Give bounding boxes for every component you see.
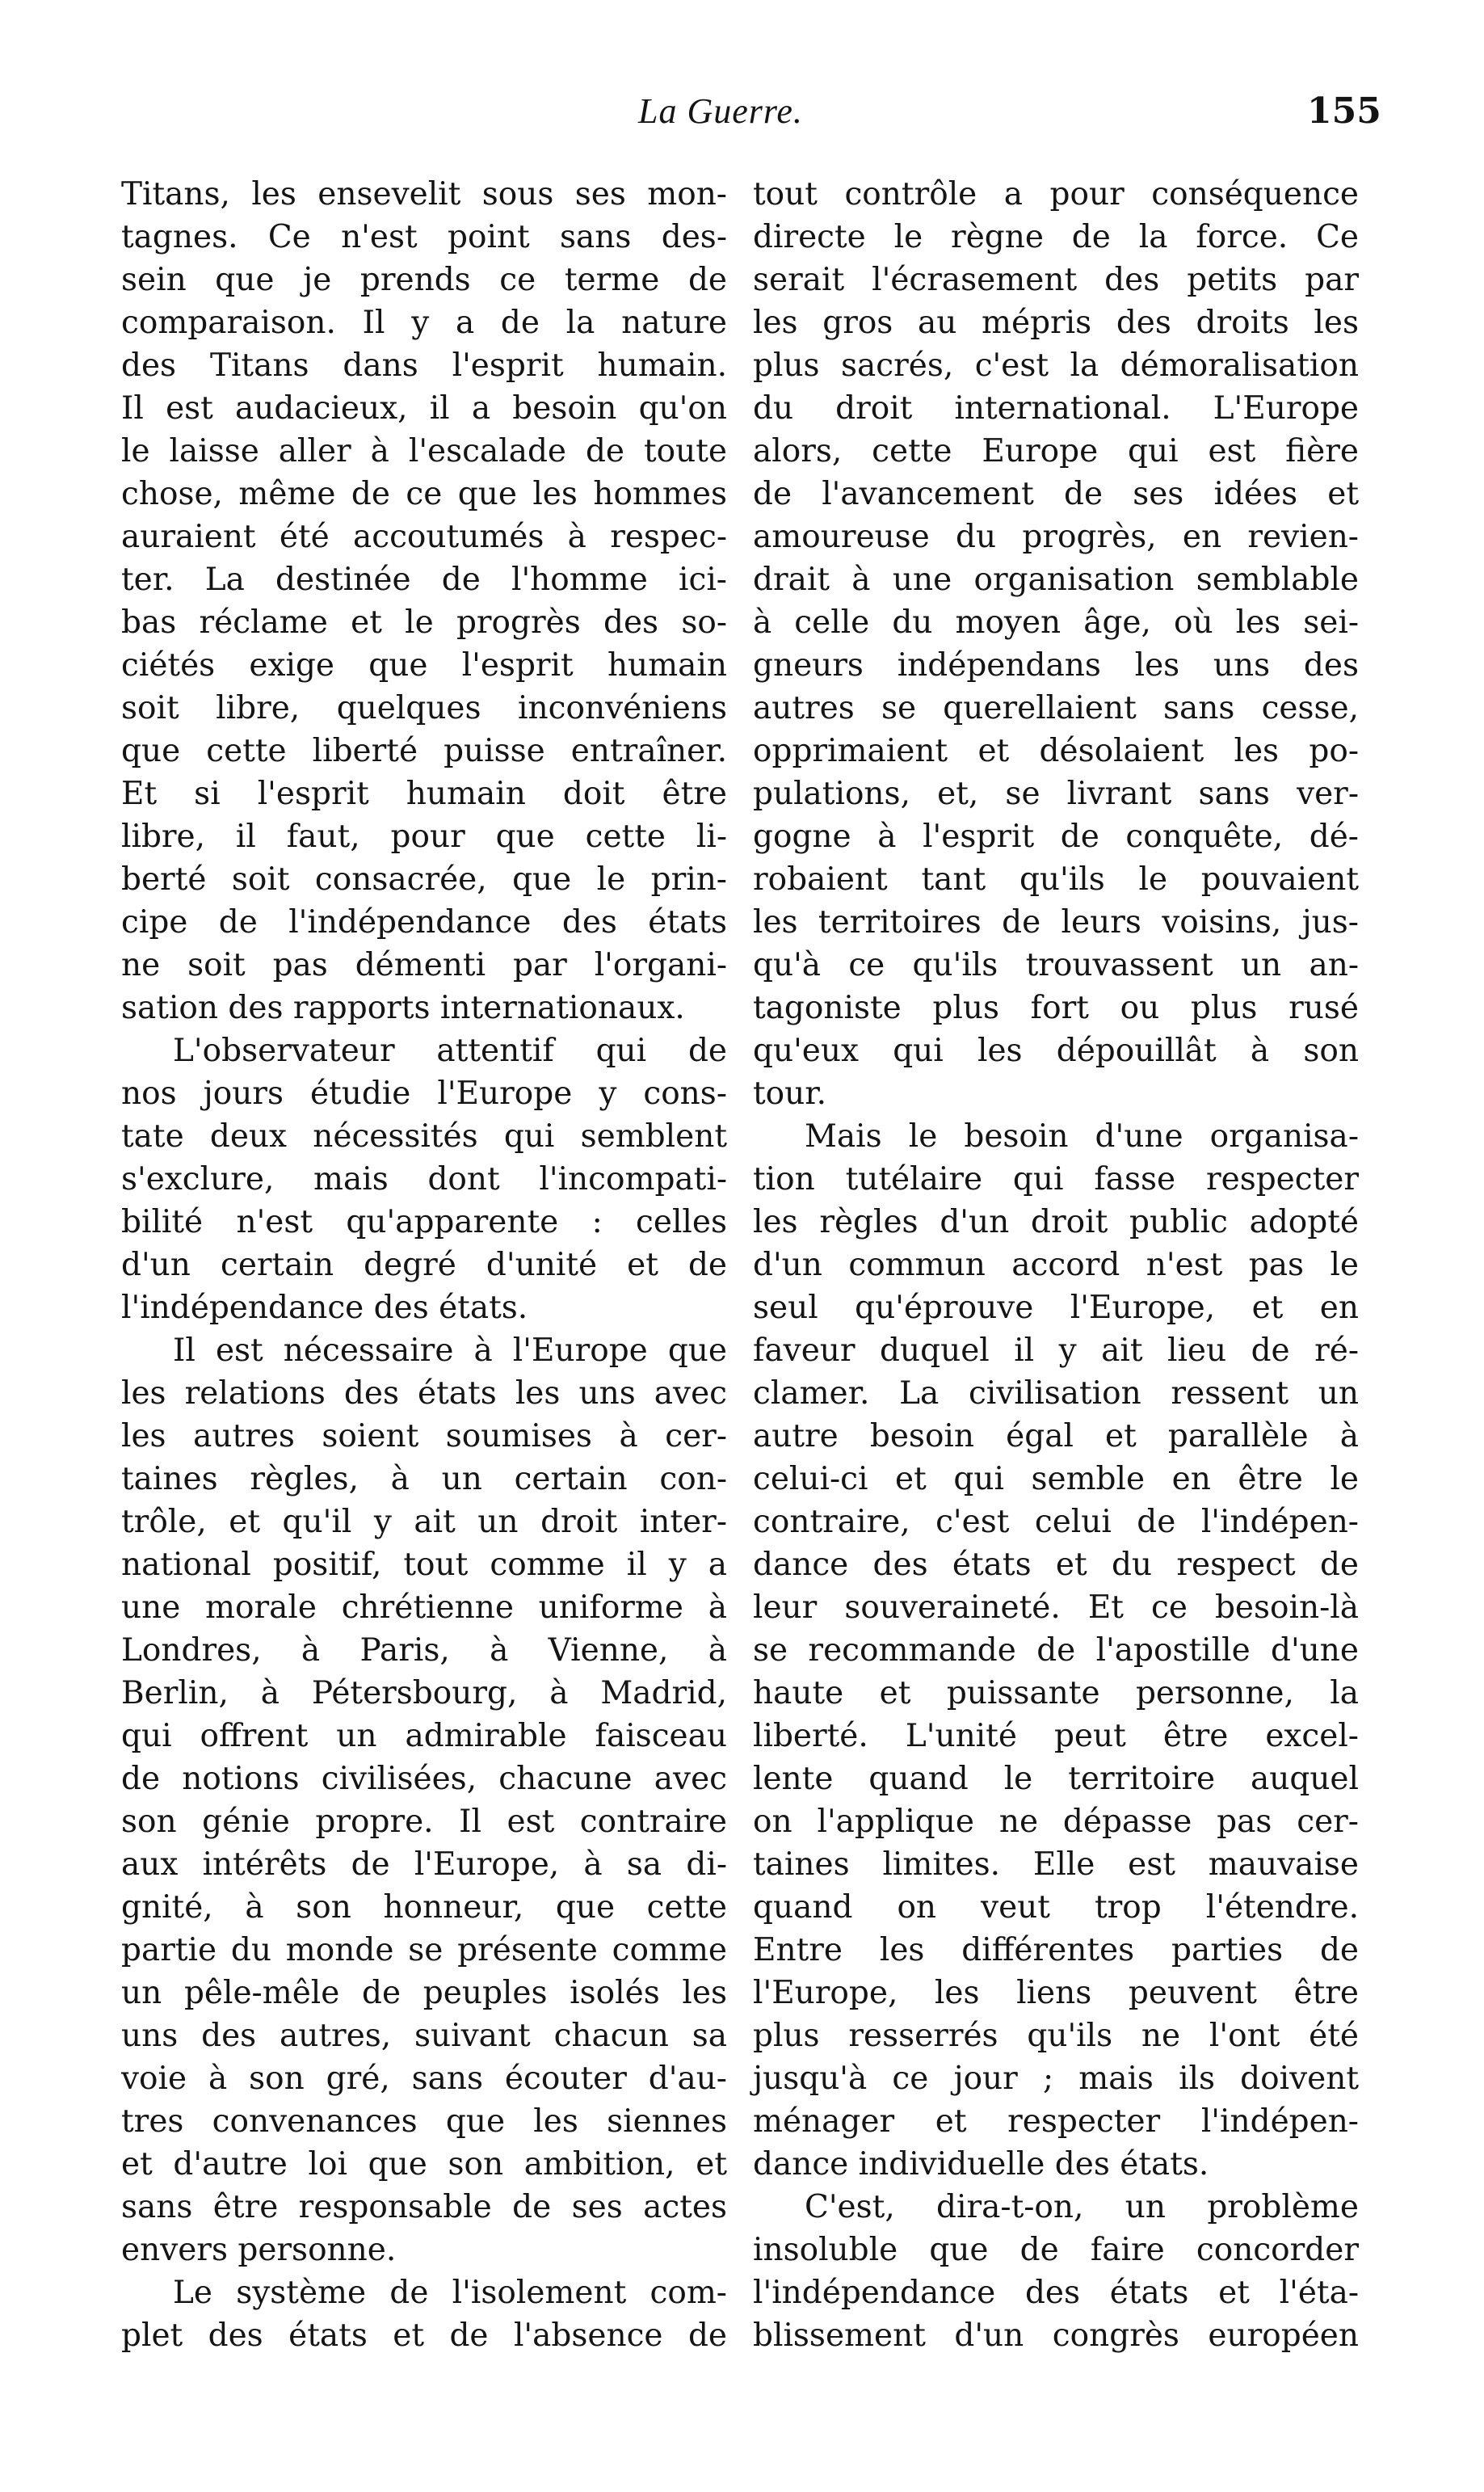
text-line: sein que je prends ce terme de <box>121 262 727 298</box>
text-line: des Titans dans l'esprit humain. <box>121 347 727 384</box>
text-line: Il est nécessaire à l'Europe que <box>173 1332 727 1369</box>
text-line: Mais le besoin d'une organisa- <box>805 1118 1359 1155</box>
text-line: autres se querellaient sans cesse, <box>753 690 1359 726</box>
text-line: contraire, c'est celui de l'indépen- <box>753 1504 1359 1540</box>
page-number: 155 <box>1307 91 1381 132</box>
text-line: Londres, à Paris, à Vienne, à <box>121 1632 727 1669</box>
text-line: l'Europe, les liens peuvent être <box>753 1975 1359 2011</box>
text-line: tate deux nécessités qui semblent <box>121 1118 727 1155</box>
left-text-column <box>121 173 727 2357</box>
text-line: plet des états et de l'absence de <box>121 2317 727 2354</box>
text-line: l'indépendance des états. <box>121 1290 528 1326</box>
text-line: sation des rapports internationaux. <box>121 990 685 1026</box>
text-line: quand on veut trop l'étendre. <box>753 1889 1359 1926</box>
text-line: tour. <box>753 1076 827 1112</box>
text-line: son génie propre. Il est contraire <box>121 1804 727 1840</box>
text-line: et d'autre loi que son ambition, et <box>121 2146 727 2183</box>
text-line: à celle du moyen âge, où les sei- <box>753 604 1359 641</box>
text-line: taines limites. Elle est mauvaise <box>753 1846 1359 1883</box>
text-line: se recommande de l'apostille d'une <box>753 1632 1359 1669</box>
text-line: gogne à l'esprit de conquête, dé- <box>753 819 1359 855</box>
text-line: seul qu'éprouve l'Europe, et en <box>753 1290 1359 1326</box>
text-line: liberté. L'unité peut être excel- <box>753 1718 1359 1754</box>
text-line: Et si l'esprit humain doit être <box>121 776 727 812</box>
text-line: berté soit consacrée, que le prin- <box>121 861 727 898</box>
text-line: sans être responsable de ses actes <box>121 2189 727 2225</box>
text-line: haute et puissante personne, la <box>753 1675 1359 1711</box>
text-line: qui offrent un admirable faisceau <box>121 1718 727 1754</box>
text-line: tagoniste plus fort ou plus rusé <box>753 990 1359 1026</box>
text-line: Le système de l'isolement com- <box>173 2275 727 2311</box>
text-line: jusqu'à ce jour ; mais ils doivent <box>753 2061 1359 2097</box>
text-line: clamer. La civilisation ressent un <box>753 1375 1359 1412</box>
text-line: Il est audacieux, il a besoin qu'on <box>121 390 727 427</box>
text-line: tout contrôle a pour conséquence <box>753 176 1359 213</box>
text-line: gnité, à son honneur, que cette <box>121 1889 727 1926</box>
text-line: insoluble que de faire concorder <box>753 2232 1359 2268</box>
text-line: C'est, dira-t-on, un problème <box>805 2189 1359 2225</box>
text-line: nos jours étudie l'Europe y cons- <box>121 1076 727 1112</box>
text-line: le laisse aller à l'escalade de toute <box>121 433 727 469</box>
text-line: qu'eux qui les dépouillât à son <box>753 1033 1359 1069</box>
text-line: autre besoin égal et parallèle à <box>753 1418 1359 1454</box>
text-line: bilité n'est qu'apparente : celles <box>121 1204 727 1240</box>
text-line: drait à une organisation semblable <box>753 562 1359 598</box>
text-line: une morale chrétienne uniforme à <box>121 1589 727 1626</box>
text-line: s'exclure, mais dont l'incompati- <box>121 1161 727 1198</box>
text-line: on l'applique ne dépasse pas cer- <box>753 1804 1359 1840</box>
text-line: ter. La destinée de l'homme ici- <box>121 562 727 598</box>
text-line: celui-ci et qui semble en être le <box>753 1461 1359 1497</box>
text-line: faveur duquel il y ait lieu de ré- <box>753 1332 1359 1369</box>
text-line: L'observateur attentif qui de <box>173 1033 727 1069</box>
text-line: amoureuse du progrès, en revien- <box>753 519 1359 555</box>
text-line: taines règles, à un certain con- <box>121 1461 727 1497</box>
text-line: blissement d'un congrès européen <box>753 2317 1359 2354</box>
text-line: chose, même de ce que les hommes <box>121 476 727 512</box>
text-line: un pêle-mêle de peuples isolés les <box>121 1975 727 2011</box>
text-line: gneurs indépendans les uns des <box>753 647 1359 684</box>
text-line: ne soit pas démenti par l'organi- <box>121 947 727 983</box>
text-line: tagnes. Ce n'est point sans des- <box>121 219 727 255</box>
text-line: Entre les différentes parties de <box>753 1932 1359 1968</box>
text-line: ciétés exige que l'esprit humain <box>121 647 727 684</box>
text-line: plus sacrés, c'est la démoralisation <box>753 347 1359 384</box>
text-line: les territoires de leurs voisins, jus- <box>753 904 1359 941</box>
text-line: Berlin, à Pétersbourg, à Madrid, <box>121 1675 727 1711</box>
text-line: dance individuelle des états. <box>753 2146 1209 2183</box>
text-line: l'indépendance des états et l'éta- <box>753 2275 1359 2311</box>
text-line: libre, il faut, pour que cette li- <box>121 819 727 855</box>
text-line: opprimaient et désolaient les po- <box>753 733 1359 769</box>
text-line: les règles d'un droit public adopté <box>753 1204 1359 1240</box>
text-line: de notions civilisées, chacune avec <box>121 1761 727 1797</box>
text-line: bas réclame et le progrès des so- <box>121 604 727 641</box>
text-line: cipe de l'indépendance des états <box>121 904 727 941</box>
text-line: plus resserrés qu'ils ne l'ont été <box>753 2018 1359 2054</box>
text-line: directe le règne de la force. Ce <box>753 219 1359 255</box>
text-line: qu'à ce qu'ils trouvassent un an- <box>753 947 1359 983</box>
text-line: robaient tant qu'ils le pouvaient <box>753 861 1359 898</box>
text-line: soit libre, quelques inconvéniens <box>121 690 727 726</box>
text-line: voie à son gré, sans écouter d'au- <box>121 2061 727 2097</box>
text-line: tion tutélaire qui fasse respecter <box>753 1161 1359 1198</box>
text-line: serait l'écrasement des petits par <box>753 262 1359 298</box>
text-line: du droit international. L'Europe <box>753 390 1359 427</box>
text-line: de l'avancement de ses idées et <box>753 476 1359 512</box>
text-line: auraient été accoutumés à respec- <box>121 519 727 555</box>
text-line: les gros au mépris des droits les <box>753 305 1359 341</box>
text-line: dance des états et du respect de <box>753 1547 1359 1583</box>
running-title: La Guerre. <box>638 91 803 131</box>
text-line: que cette liberté puisse entraîner. <box>121 733 727 769</box>
text-line: uns des autres, suivant chacun sa <box>121 2018 727 2054</box>
text-line: pulations, et, se livrant sans ver- <box>753 776 1359 812</box>
text-line: lente quand le territoire auquel <box>753 1761 1359 1797</box>
text-line: leur souveraineté. Et ce besoin-là <box>753 1589 1359 1626</box>
text-line: tres convenances que les siennes <box>121 2103 727 2140</box>
text-line: les relations des états les uns avec <box>121 1375 727 1412</box>
right-text-column <box>753 173 1359 2357</box>
text-line: partie du monde se présente comme <box>121 1932 727 1968</box>
text-line: aux intérêts de l'Europe, à sa di- <box>121 1846 727 1883</box>
text-line: Titans, les ensevelit sous ses mon- <box>121 176 727 213</box>
text-line: envers personne. <box>121 2232 397 2268</box>
text-line: les autres soient soumises à cer- <box>121 1418 727 1454</box>
text-line: ménager et respecter l'indépen- <box>753 2103 1359 2140</box>
text-line: national positif, tout comme il y a <box>121 1547 727 1583</box>
text-line: comparaison. Il y a de la nature <box>121 305 727 341</box>
text-line: alors, cette Europe qui est fière <box>753 433 1359 469</box>
text-line: d'un commun accord n'est pas le <box>753 1247 1359 1283</box>
text-line: d'un certain degré d'unité et de <box>121 1247 727 1283</box>
text-line: trôle, et qu'il y ait un droit inter- <box>121 1504 727 1540</box>
